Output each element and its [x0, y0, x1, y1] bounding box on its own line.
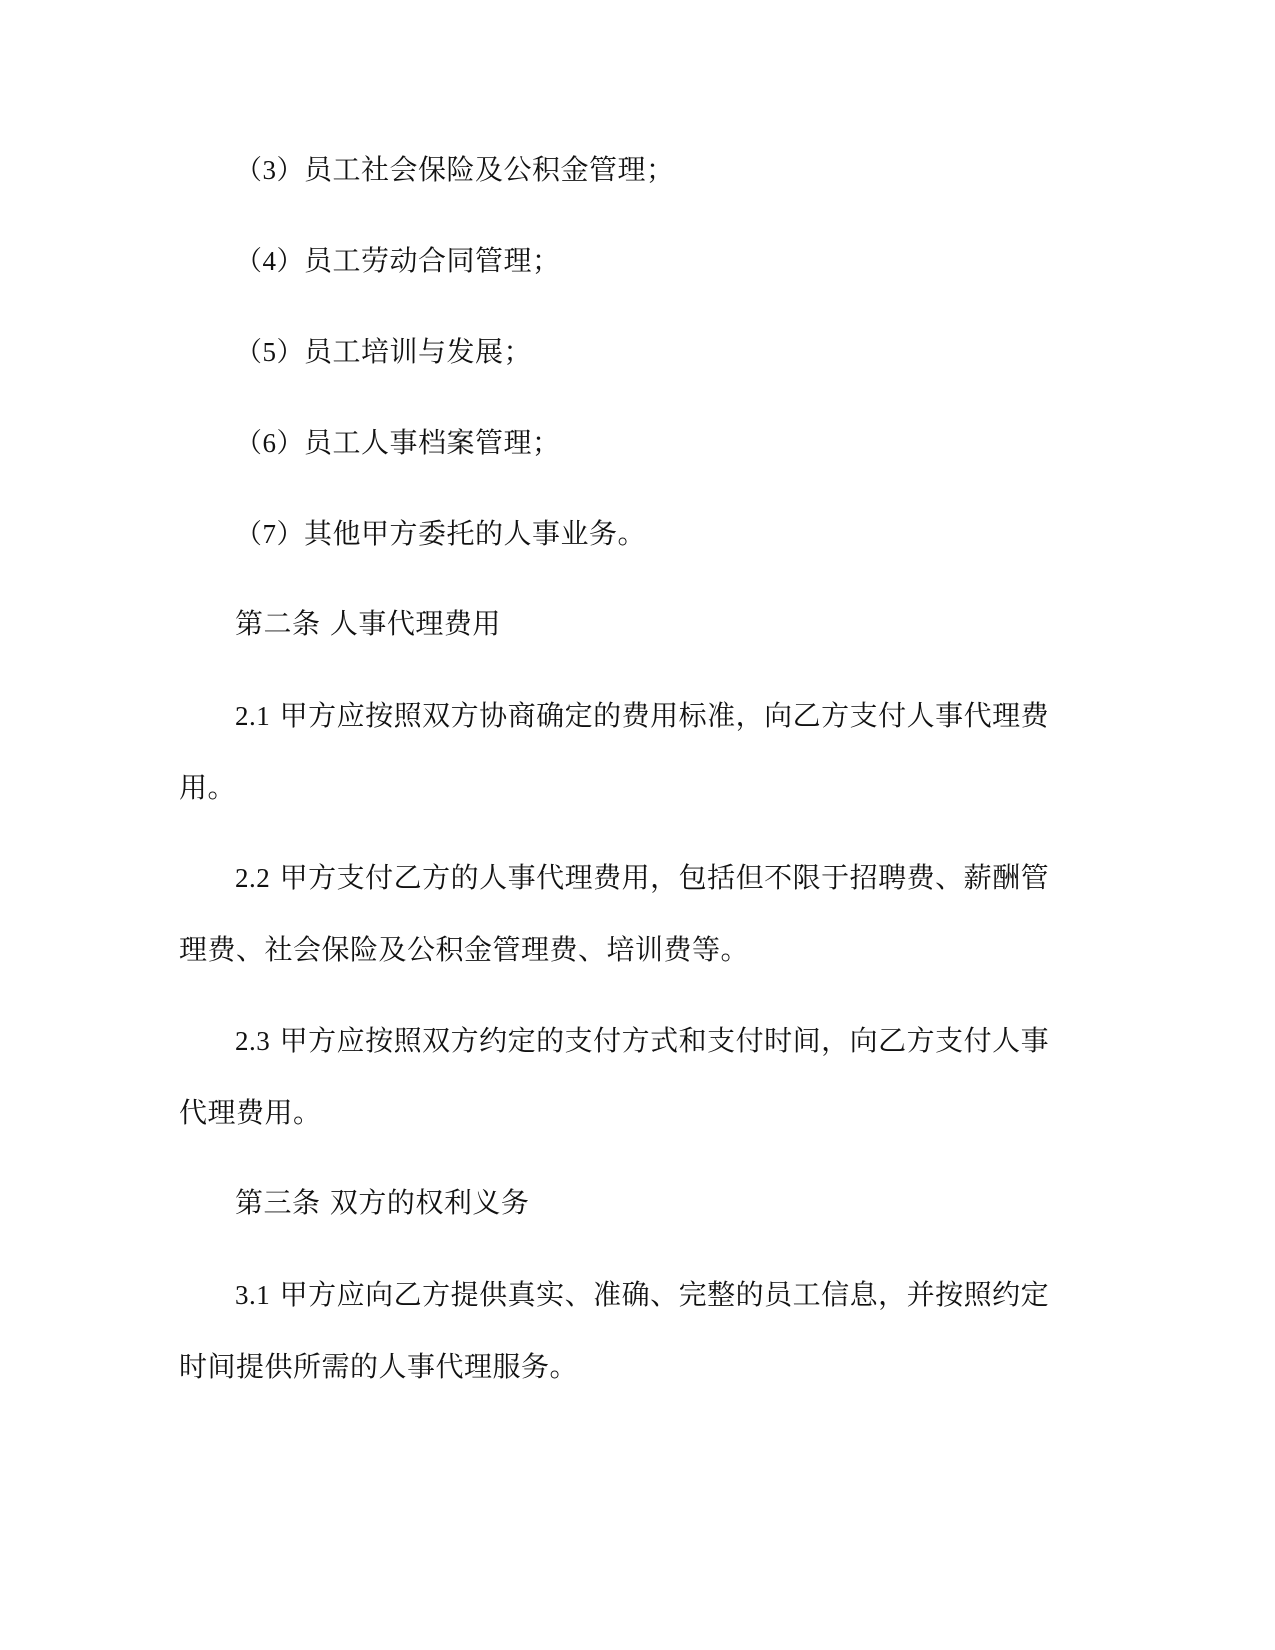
clause-text: 甲方支付乙方的人事代理费用，包括但不限于招聘费、薪酬管 [279, 861, 1050, 894]
list-item-number: （7） [235, 519, 304, 549]
list-item-text: 员工社会保险及公积金管理； [304, 153, 675, 186]
clause-2-2-line-2: 理费、社会保险及公积金管理费、培训费等。 [179, 933, 750, 966]
list-item-number: （3） [235, 155, 304, 185]
clause-text: 甲方应按照双方协商确定的费用标准，向乙方支付人事代理费 [279, 699, 1050, 732]
list-item-text: 其他甲方委托的人事业务。 [304, 517, 647, 550]
clause-number: 2.2 [235, 863, 271, 893]
clause-number: 3.1 [235, 1280, 271, 1310]
clause-text: 甲方应按照双方约定的支付方式和支付时间，向乙方支付人事 [279, 1024, 1050, 1057]
list-item-number: （5） [235, 337, 304, 367]
clause-2-3-line-1 [235, 1023, 1049, 1059]
clause-3-1-line-1 [235, 1277, 1049, 1313]
article-2-heading: 第二条 人事代理费用 [235, 607, 501, 640]
clause-2-3-line-2: 代理费用。 [179, 1096, 322, 1129]
list-item [235, 425, 561, 461]
list-item [235, 152, 675, 188]
clause-3-1-line-2: 时间提供所需的人事代理服务。 [179, 1350, 579, 1383]
list-item [235, 334, 532, 370]
list-item-text: 员工人事档案管理； [304, 426, 561, 459]
list-item-number: （6） [235, 428, 304, 458]
article-3-heading: 第三条 双方的权利义务 [235, 1186, 530, 1219]
list-item [235, 243, 561, 279]
clause-text: 甲方应向乙方提供真实、准确、完整的员工信息，并按照约定 [279, 1278, 1050, 1311]
clause-2-1-line-1 [235, 698, 1049, 734]
list-item-text: 员工培训与发展； [304, 335, 533, 368]
clause-number: 2.3 [235, 1026, 271, 1056]
list-item-text: 员工劳动合同管理； [304, 244, 561, 277]
list-item [235, 516, 646, 552]
clause-number: 2.1 [235, 701, 271, 731]
list-item-number: （4） [235, 246, 304, 276]
clause-2-1-line-2: 用。 [179, 771, 237, 804]
clause-2-2-line-1 [235, 860, 1049, 896]
